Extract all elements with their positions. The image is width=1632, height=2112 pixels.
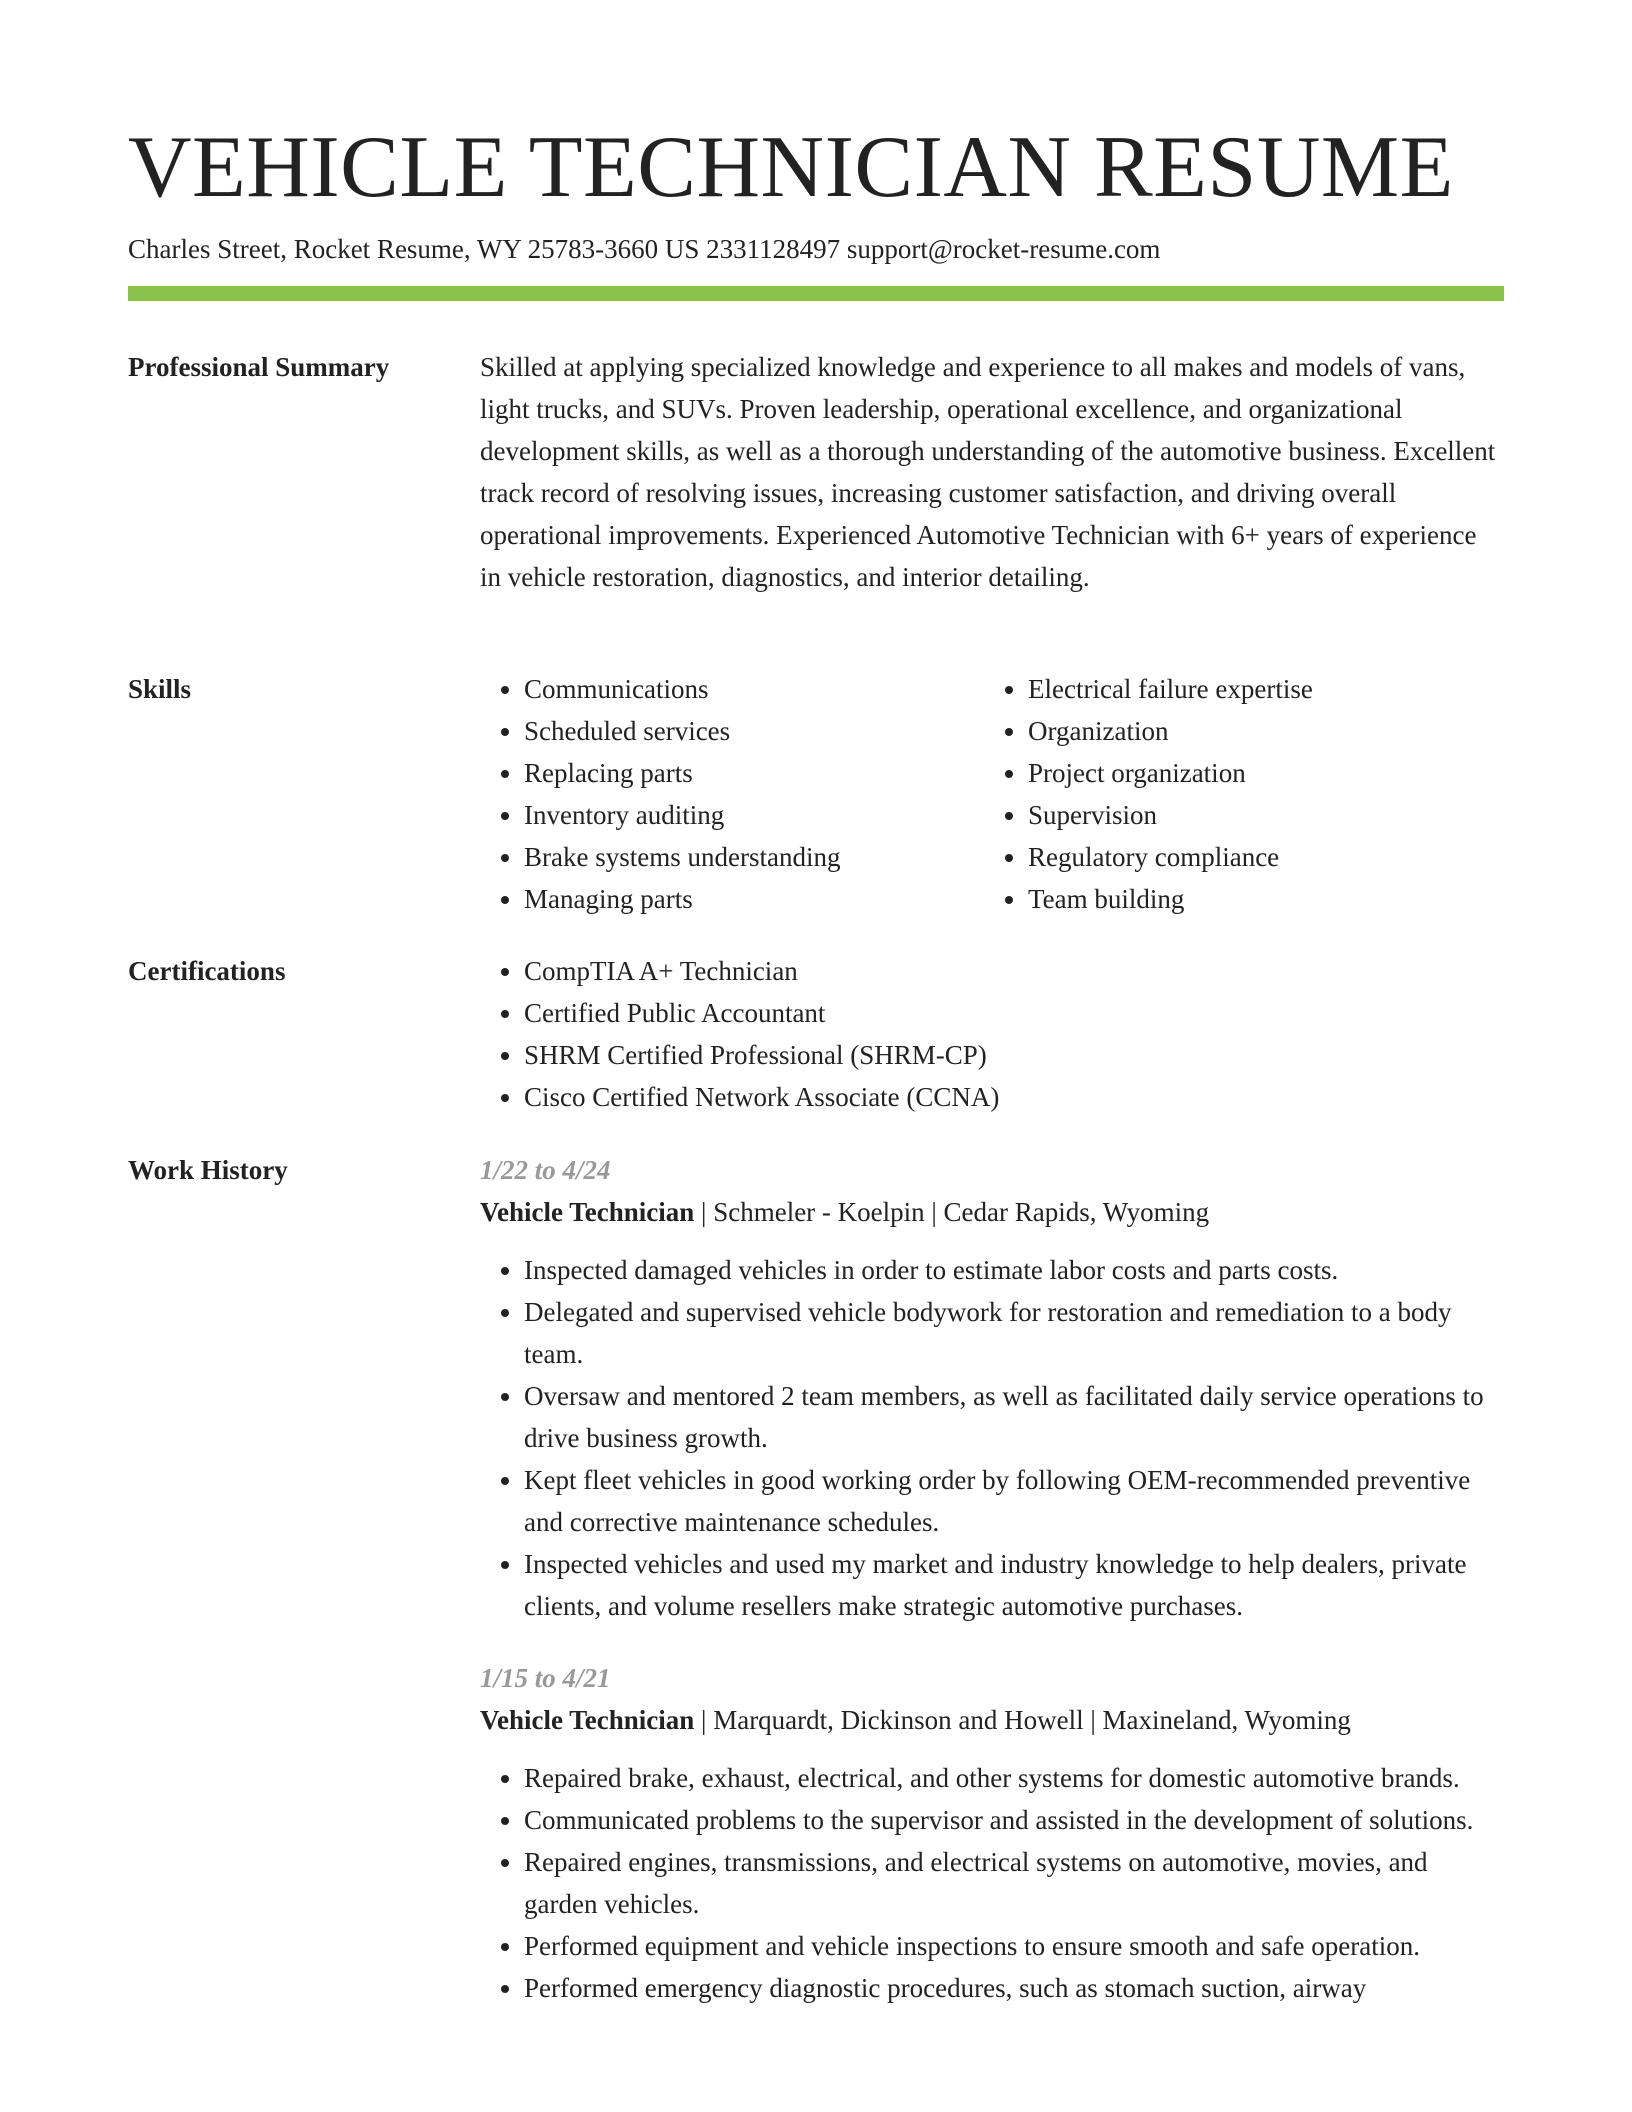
certifications-body bbox=[480, 950, 1504, 1118]
skills-label: Skills bbox=[128, 674, 192, 704]
job-entry bbox=[480, 1149, 1504, 1627]
job-dates: 1/15 to 4/21 bbox=[480, 1663, 611, 1693]
job-bullet: • Inspected damaged vehicles in order to estimate labor costs and parts costs. bbox=[524, 1249, 1504, 1291]
skills-column-right bbox=[984, 668, 1488, 920]
skill-item: • Brake systems understanding bbox=[524, 836, 984, 878]
job-employer-location: | Schmeler - Koelpin | Cedar Rapids, Wyoming bbox=[694, 1197, 1210, 1227]
certification-item: • SHRM Certified Professional (SHRM-CP) bbox=[524, 1034, 1504, 1076]
work-history-label: Work History bbox=[128, 1155, 288, 1185]
certification-item: • CompTIA A+ Technician bbox=[524, 950, 1504, 992]
job-bullet: • Performed emergency diagnostic procedures, such as stomach suction, airway bbox=[524, 1967, 1504, 2009]
job-heading bbox=[480, 1191, 1504, 1233]
job-bullets bbox=[480, 1757, 1504, 2009]
skill-item: • Inventory auditing bbox=[524, 794, 984, 836]
skill-item: • Communications bbox=[524, 668, 984, 710]
job-title: Vehicle Technician bbox=[480, 1197, 695, 1227]
skills-column-left bbox=[480, 668, 984, 920]
job-bullet: • Repaired brake, exhaust, electrical, and other systems for domestic automotive brands. bbox=[524, 1757, 1504, 1799]
summary-body bbox=[480, 346, 1504, 598]
skill-item: • Team building bbox=[1028, 878, 1488, 920]
contact-line: Charles Street, Rocket Resume, WY 25783-3660 US 2331128497 support@rocket-resume.com bbox=[128, 234, 1161, 264]
job-bullet: • Kept fleet vehicles in good working order by following OEM-recommended preventive and corrective maintenance schedules. bbox=[524, 1459, 1504, 1543]
skills-body bbox=[480, 668, 1504, 920]
work-history-body bbox=[480, 1149, 1504, 2009]
job-bullets bbox=[480, 1249, 1504, 1627]
skill-item: • Regulatory compliance bbox=[1028, 836, 1488, 878]
certification-item: • Certified Public Accountant bbox=[524, 992, 1504, 1034]
summary-text: Skilled at applying specialized knowledge and experience to all makes and models of vans, light trucks, and SUVs. Proven leadership, operational excellence, and organizational development skills, as well as a thorough understanding of the automotive business. Excellent track record of resolving issues, increasing customer satisfaction, and driving overall operational improvements. Experienced Automotive Technician with 6+ years of experience in vehicle restoration, diagnostics, and interior detailing. bbox=[480, 352, 1496, 592]
skill-item: • Supervision bbox=[1028, 794, 1488, 836]
certification-item: • Cisco Certified Network Associate (CCNA) bbox=[524, 1076, 1504, 1118]
skill-item: • Scheduled services bbox=[524, 710, 984, 752]
skill-item: • Electrical failure expertise bbox=[1028, 668, 1488, 710]
job-bullet: • Repaired engines, transmissions, and electrical systems on automotive, movies, and garden vehicles. bbox=[524, 1841, 1504, 1925]
resume-title: VEHICLE TECHNICIAN RESUME bbox=[128, 119, 1454, 216]
job-heading bbox=[480, 1699, 1504, 1741]
skill-item: • Project organization bbox=[1028, 752, 1488, 794]
skill-item: • Organization bbox=[1028, 710, 1488, 752]
certifications-label: Certifications bbox=[128, 956, 286, 986]
job-bullet: • Delegated and supervised vehicle bodywork for restoration and remediation to a body team. bbox=[524, 1291, 1504, 1375]
summary-label: Professional Summary bbox=[128, 352, 390, 382]
job-bullet: • Inspected vehicles and used my market and industry knowledge to help dealers, private clients, and volume resellers make strategic automotive purchases. bbox=[524, 1543, 1504, 1627]
job-dates: 1/22 to 4/24 bbox=[480, 1155, 611, 1185]
job-title: Vehicle Technician bbox=[480, 1705, 695, 1735]
job-bullet: • Performed equipment and vehicle inspections to ensure smooth and safe operation. bbox=[524, 1925, 1504, 1967]
accent-divider bbox=[128, 286, 1504, 301]
job-bullet: • Oversaw and mentored 2 team members, as well as facilitated daily service operations to drive business growth. bbox=[524, 1375, 1504, 1459]
job-entry bbox=[480, 1657, 1504, 2009]
job-bullet: • Communicated problems to the supervisor and assisted in the development of solutions. bbox=[524, 1799, 1504, 1841]
skill-item: • Replacing parts bbox=[524, 752, 984, 794]
job-employer-location: | Marquardt, Dickinson and Howell | Maxineland, Wyoming bbox=[694, 1705, 1351, 1735]
skill-item: • Managing parts bbox=[524, 878, 984, 920]
